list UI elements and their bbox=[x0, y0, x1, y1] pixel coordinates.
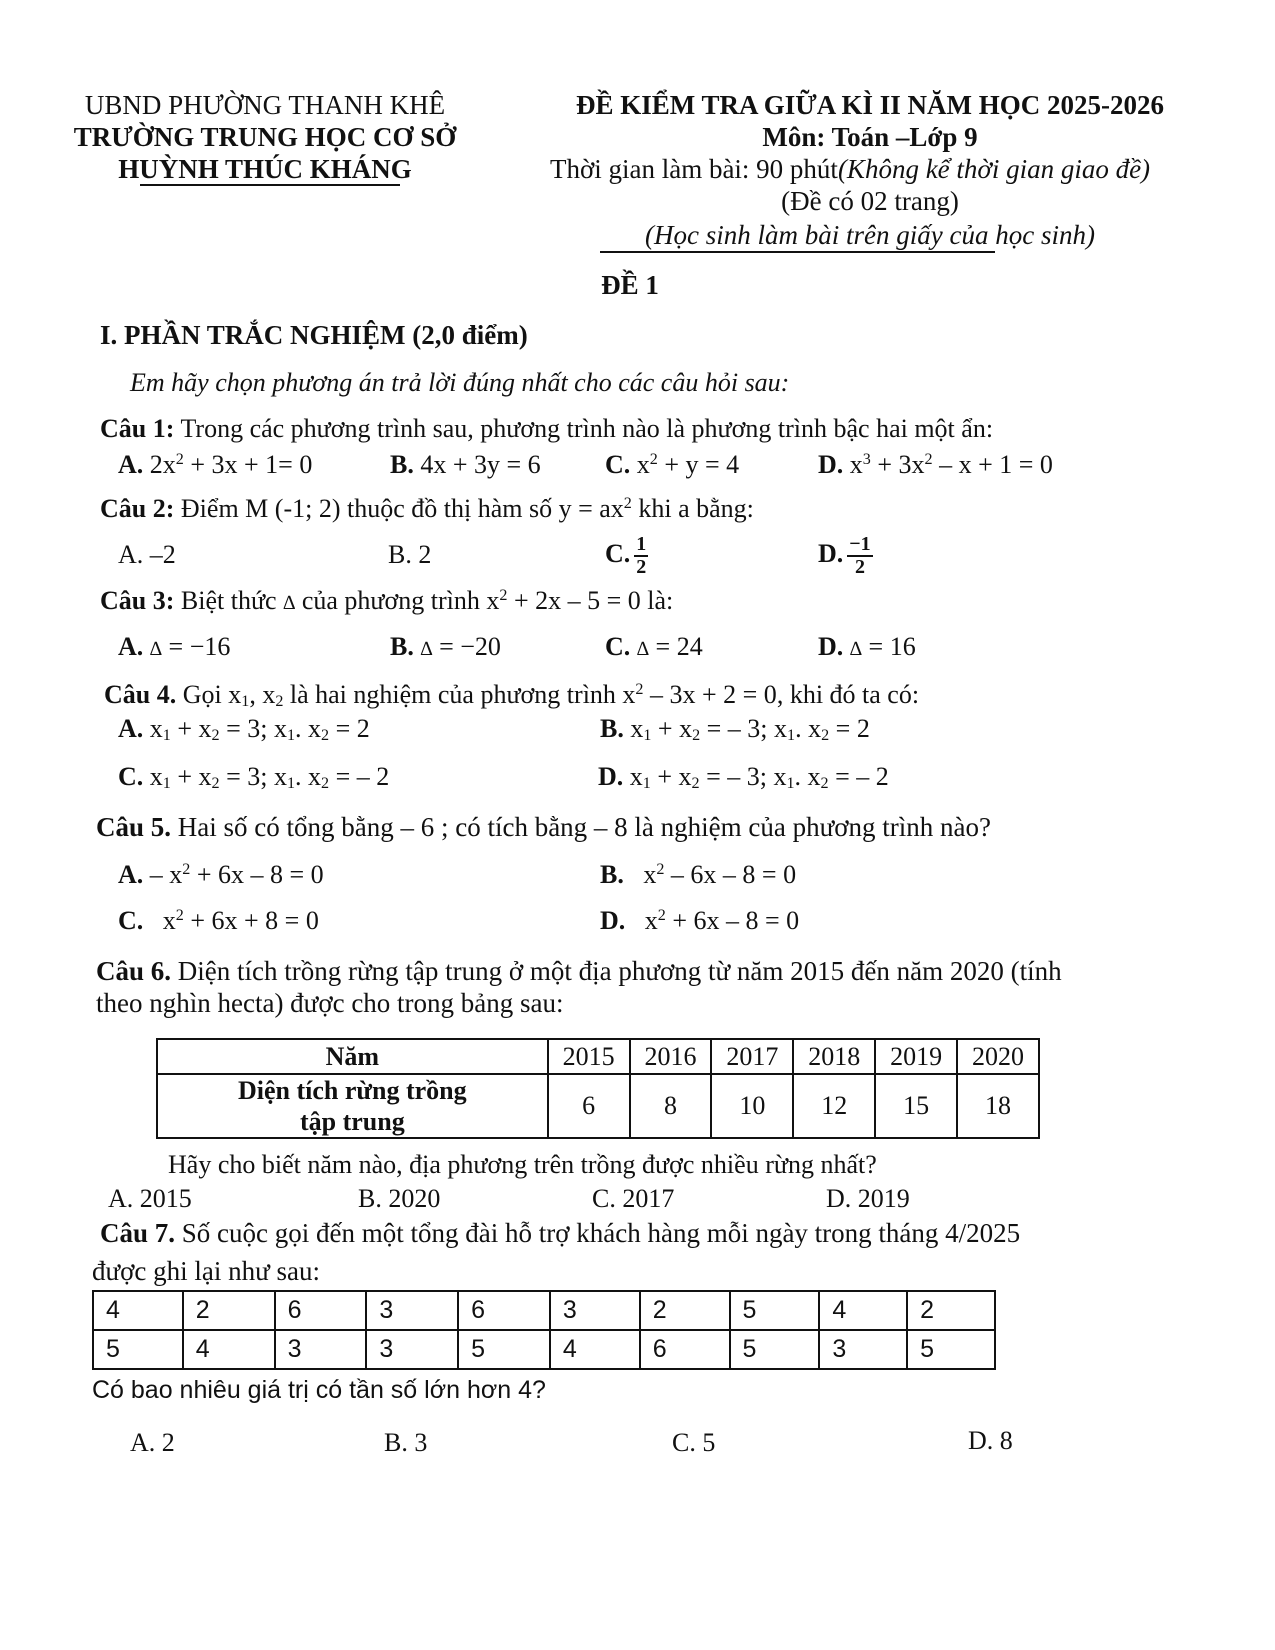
exam-instruction: (Học sinh làm bài trên giấy của học sinh) bbox=[645, 220, 1095, 250]
q6-stem-line1: Câu 6. Diện tích trồng rừng tập trung ở một địa phương từ năm 2015 đến năm 2020 (tính bbox=[96, 956, 1062, 986]
exam-code: ĐỀ 1 bbox=[601, 270, 659, 300]
q7-option-b: B. 3 bbox=[384, 1428, 428, 1457]
table-cell: 6 bbox=[275, 1291, 367, 1330]
q1-option-c: C. $x^2 + y = 4$ bbox=[605, 450, 740, 479]
table-header-area: Diện tích rừng trồng tập trung bbox=[157, 1074, 548, 1138]
q7-stem-line1: Câu 7. Số cuộc gọi đến một tổng đài hỗ trợ khách hàng mỗi ngày trong tháng 4/2025 bbox=[100, 1218, 1021, 1248]
school-authority: UBND PHƯỜNG THANH KHÊ bbox=[84, 90, 446, 120]
table-cell: 2 bbox=[640, 1291, 730, 1330]
school-name-2: HUỲNH THÚC KHÁNG bbox=[118, 154, 412, 184]
q4-label: Câu 4. bbox=[104, 680, 177, 709]
q6-question: Hãy cho biết năm nào, địa phương trên trồng được nhiều rừng nhất? bbox=[168, 1150, 877, 1179]
table-cell-area: 18 bbox=[957, 1074, 1039, 1138]
q2-option-d: D. $\frac{-1}{2}$ bbox=[818, 533, 871, 578]
q5-option-d: D. $x^2 + 6x - 8 = 0$ bbox=[600, 906, 800, 935]
section-title: I. PHẦN TRẮC NGHIỆM (2,0 điểm) bbox=[100, 320, 528, 350]
q2-label: Câu 2: bbox=[100, 494, 175, 523]
table-cell: 5 bbox=[907, 1330, 995, 1369]
table-cell-area: 15 bbox=[875, 1074, 957, 1138]
table-cell: 5 bbox=[730, 1330, 820, 1369]
section-instruction: Em hãy chọn phương án trả lời đúng nhất cho các câu hỏi sau: bbox=[130, 368, 790, 397]
q6-option-d: D. 2019 bbox=[826, 1184, 910, 1213]
q2-stem: Câu 2: Điểm M (-1; 2) thuộc đồ thị hàm số $y = ax^2$ khi a bằng: bbox=[100, 494, 754, 523]
fraction: $\frac{1}{2}$ bbox=[636, 533, 647, 578]
q4-option-a: A. $x_1 + x_2 = 3$; $x_1$. $x_2 = 2$ bbox=[118, 714, 370, 745]
table-cell: 4 bbox=[183, 1330, 275, 1369]
q1-option-d: D. $x^3 + 3x^2 - x + 1 = 0$ bbox=[818, 450, 1053, 479]
table-cell: 5 bbox=[93, 1330, 183, 1369]
table-cell: 3 bbox=[550, 1291, 640, 1330]
table-cell-year: 2019 bbox=[875, 1039, 957, 1074]
table-cell-area: 8 bbox=[630, 1074, 712, 1138]
q3-stem: Câu 3: Biệt thức ∆ của phương trình $x^2 + 2x - 5 = 0$ là: bbox=[100, 586, 674, 615]
table-cell-area: 12 bbox=[793, 1074, 875, 1138]
q6-option-c: C. 2017 bbox=[592, 1184, 675, 1213]
q1-label: Câu 1: bbox=[100, 414, 175, 443]
q5-stem: Câu 5. Hai số có tổng bằng – 6 ; có tích bằng – 8 là nghiệm của phương trình nào? bbox=[96, 812, 991, 842]
q2-option-b: B. 2 bbox=[388, 540, 432, 569]
q7-option-d: D. 8 bbox=[968, 1426, 1013, 1455]
q2-option-a: A. –2 bbox=[118, 540, 176, 569]
q7-label: Câu 7. bbox=[100, 1218, 176, 1248]
q4-option-c: C. $x_1 + x_2 = 3$; $x_1$. $x_2$ = – 2 bbox=[118, 762, 390, 793]
q7-stem-line2: được ghi lại như sau: bbox=[92, 1256, 321, 1286]
header-left-underline bbox=[140, 184, 400, 186]
table-cell: 5 bbox=[458, 1330, 550, 1369]
table-cell: 3 bbox=[819, 1330, 907, 1369]
table-header-year: Năm bbox=[157, 1039, 548, 1074]
table-cell: 6 bbox=[640, 1330, 730, 1369]
table-cell-year: 2017 bbox=[711, 1039, 793, 1074]
exam-subject: Môn: Toán –Lớp 9 bbox=[762, 122, 978, 152]
header-right-underline bbox=[600, 251, 995, 253]
q3-option-a: A. ∆ = −16 bbox=[118, 632, 231, 661]
table-cell: 6 bbox=[458, 1291, 550, 1330]
q5-label: Câu 5. bbox=[96, 812, 172, 842]
q6-stem-line2: theo nghìn hecta) được cho trong bảng sau: bbox=[96, 988, 564, 1018]
table-cell: 3 bbox=[366, 1291, 458, 1330]
exam-time: Thời gian làm bài: 90 phút(Không kể thời gian giao đề) bbox=[549, 154, 1151, 184]
q1-option-a: A. $2x^2 + 3x + 1= 0$ bbox=[118, 450, 313, 479]
q1-stem: Câu 1: Trong các phương trình sau, phương trình nào là phương trình bậc hai một ẩn: bbox=[100, 414, 994, 443]
q3-option-c: C. ∆ = 24 bbox=[605, 632, 703, 661]
table-cell: 3 bbox=[366, 1330, 458, 1369]
q6-table bbox=[156, 1038, 1040, 1139]
q2-option-c: C. $\frac{1}{2}$ bbox=[605, 533, 647, 578]
q6-option-a: A. 2015 bbox=[108, 1184, 192, 1213]
q4-option-d: D. $x_1 + x_2$ = – 3; $x_1$. $x_2$ = – 2 bbox=[598, 762, 889, 793]
q3-label: Câu 3: bbox=[100, 586, 175, 615]
table-cell-year: 2020 bbox=[957, 1039, 1039, 1074]
table-cell: 3 bbox=[275, 1330, 367, 1369]
q3-option-d: D. ∆ = 16 bbox=[818, 632, 916, 661]
q5-option-b: B. $x^2 - 6x - 8 = 0$ bbox=[600, 860, 797, 889]
fraction: $\frac{-1}{2}$ bbox=[849, 533, 871, 578]
table-cell: 4 bbox=[93, 1291, 183, 1330]
exam-title: ĐỀ KIỂM TRA GIỮA KÌ II NĂM HỌC 2025-2026 bbox=[575, 90, 1165, 120]
q5-option-a: A. – $x^2 + 6x - 8 = 0$ bbox=[118, 860, 324, 889]
q7-table bbox=[92, 1290, 996, 1370]
table-cell-year: 2015 bbox=[548, 1039, 630, 1074]
table-cell-year: 2016 bbox=[630, 1039, 712, 1074]
table-cell: 5 bbox=[730, 1291, 820, 1330]
q1-option-b: B. 4x + 3y = 6 bbox=[390, 450, 541, 479]
table-cell: 2 bbox=[907, 1291, 995, 1330]
q7-option-a: A. 2 bbox=[130, 1428, 175, 1457]
q4-option-b: B. $x_1 + x_2$ = – 3; $x_1$. $x_2 = 2$ bbox=[600, 714, 870, 745]
table-cell: 4 bbox=[550, 1330, 640, 1369]
q6-option-b: B. 2020 bbox=[358, 1184, 441, 1213]
table-cell: 2 bbox=[183, 1291, 275, 1330]
q4-stem: Câu 4. Gọi $x_1$, $x_2$ là hai nghiệm của phương trình $x^2 - 3x + 2 = 0$, khi đó ta có: bbox=[104, 680, 920, 711]
q7-option-c: C. 5 bbox=[672, 1428, 716, 1457]
q7-question: Có bao nhiêu giá trị có tần số lớn hơn 4? bbox=[92, 1376, 546, 1404]
table-cell: 4 bbox=[819, 1291, 907, 1330]
table-cell-year: 2018 bbox=[793, 1039, 875, 1074]
q3-option-b: B. ∆ = −20 bbox=[390, 632, 501, 661]
school-name: TRƯỜNG TRUNG HỌC CƠ SỞ bbox=[73, 122, 457, 152]
table-cell-area: 10 bbox=[711, 1074, 793, 1138]
table-cell-area: 6 bbox=[548, 1074, 630, 1138]
q5-option-c: C. $x^2 + 6x + 8 = 0$ bbox=[118, 906, 319, 935]
q6-label: Câu 6. bbox=[96, 956, 172, 986]
exam-pages: (Đề có 02 trang) bbox=[781, 186, 959, 216]
